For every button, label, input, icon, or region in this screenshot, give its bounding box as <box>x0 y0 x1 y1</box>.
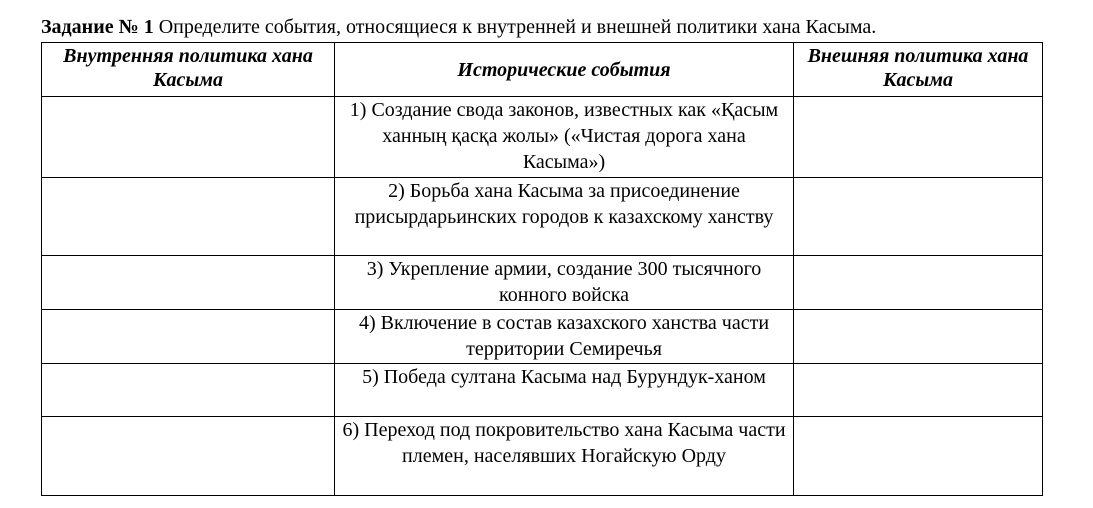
table-row <box>42 310 1043 364</box>
event-cell: 1) Создание свода законов, известных как «Қасым ханның қасқа жолы» («Чистая дорога хана Касыма») <box>335 97 794 178</box>
internal-answer-cell[interactable] <box>42 97 335 178</box>
event-cell: 3) Укрепление армии, создание 300 тысячного конного войска <box>335 256 794 310</box>
table-row <box>42 97 1043 178</box>
internal-answer-cell[interactable] <box>42 364 335 417</box>
header-row <box>42 43 1043 97</box>
table-row <box>42 364 1043 417</box>
internal-answer-cell[interactable] <box>42 417 335 496</box>
header-external-policy: Внешняя политика хана Касыма <box>794 43 1043 97</box>
table-row <box>42 178 1043 256</box>
event-cell: 4) Включение в состав казахского ханства части территории Семиречья <box>335 310 794 364</box>
external-answer-cell[interactable] <box>794 310 1043 364</box>
table-row <box>42 256 1043 310</box>
internal-answer-cell[interactable] <box>42 310 335 364</box>
external-answer-cell[interactable] <box>794 417 1043 496</box>
table-row <box>42 417 1043 496</box>
event-cell: 2) Борьба хана Касыма за присоединение присырдарьинских городов к казахскому ханству <box>335 178 794 256</box>
events-table <box>41 42 1043 496</box>
task-number-label: Задание № 1 <box>41 16 154 38</box>
external-answer-cell[interactable] <box>794 364 1043 417</box>
event-cell: 5) Победа султана Касыма над Бурундук-ханом <box>335 364 794 417</box>
external-answer-cell[interactable] <box>794 256 1043 310</box>
task-heading <box>41 15 876 39</box>
external-answer-cell[interactable] <box>794 97 1043 178</box>
external-answer-cell[interactable] <box>794 178 1043 256</box>
internal-answer-cell[interactable] <box>42 256 335 310</box>
internal-answer-cell[interactable] <box>42 178 335 256</box>
task-instruction: Определите события, относящиеся к внутренней и внешней политики хана Касыма. <box>153 16 877 38</box>
header-historical-events: Исторические события <box>335 43 794 97</box>
event-cell: 6) Переход под покровительство хана Касыма части племен, населявших Ногайскую Орду <box>335 417 794 496</box>
header-internal-policy: Внутренняя политика хана Касыма <box>42 43 335 97</box>
